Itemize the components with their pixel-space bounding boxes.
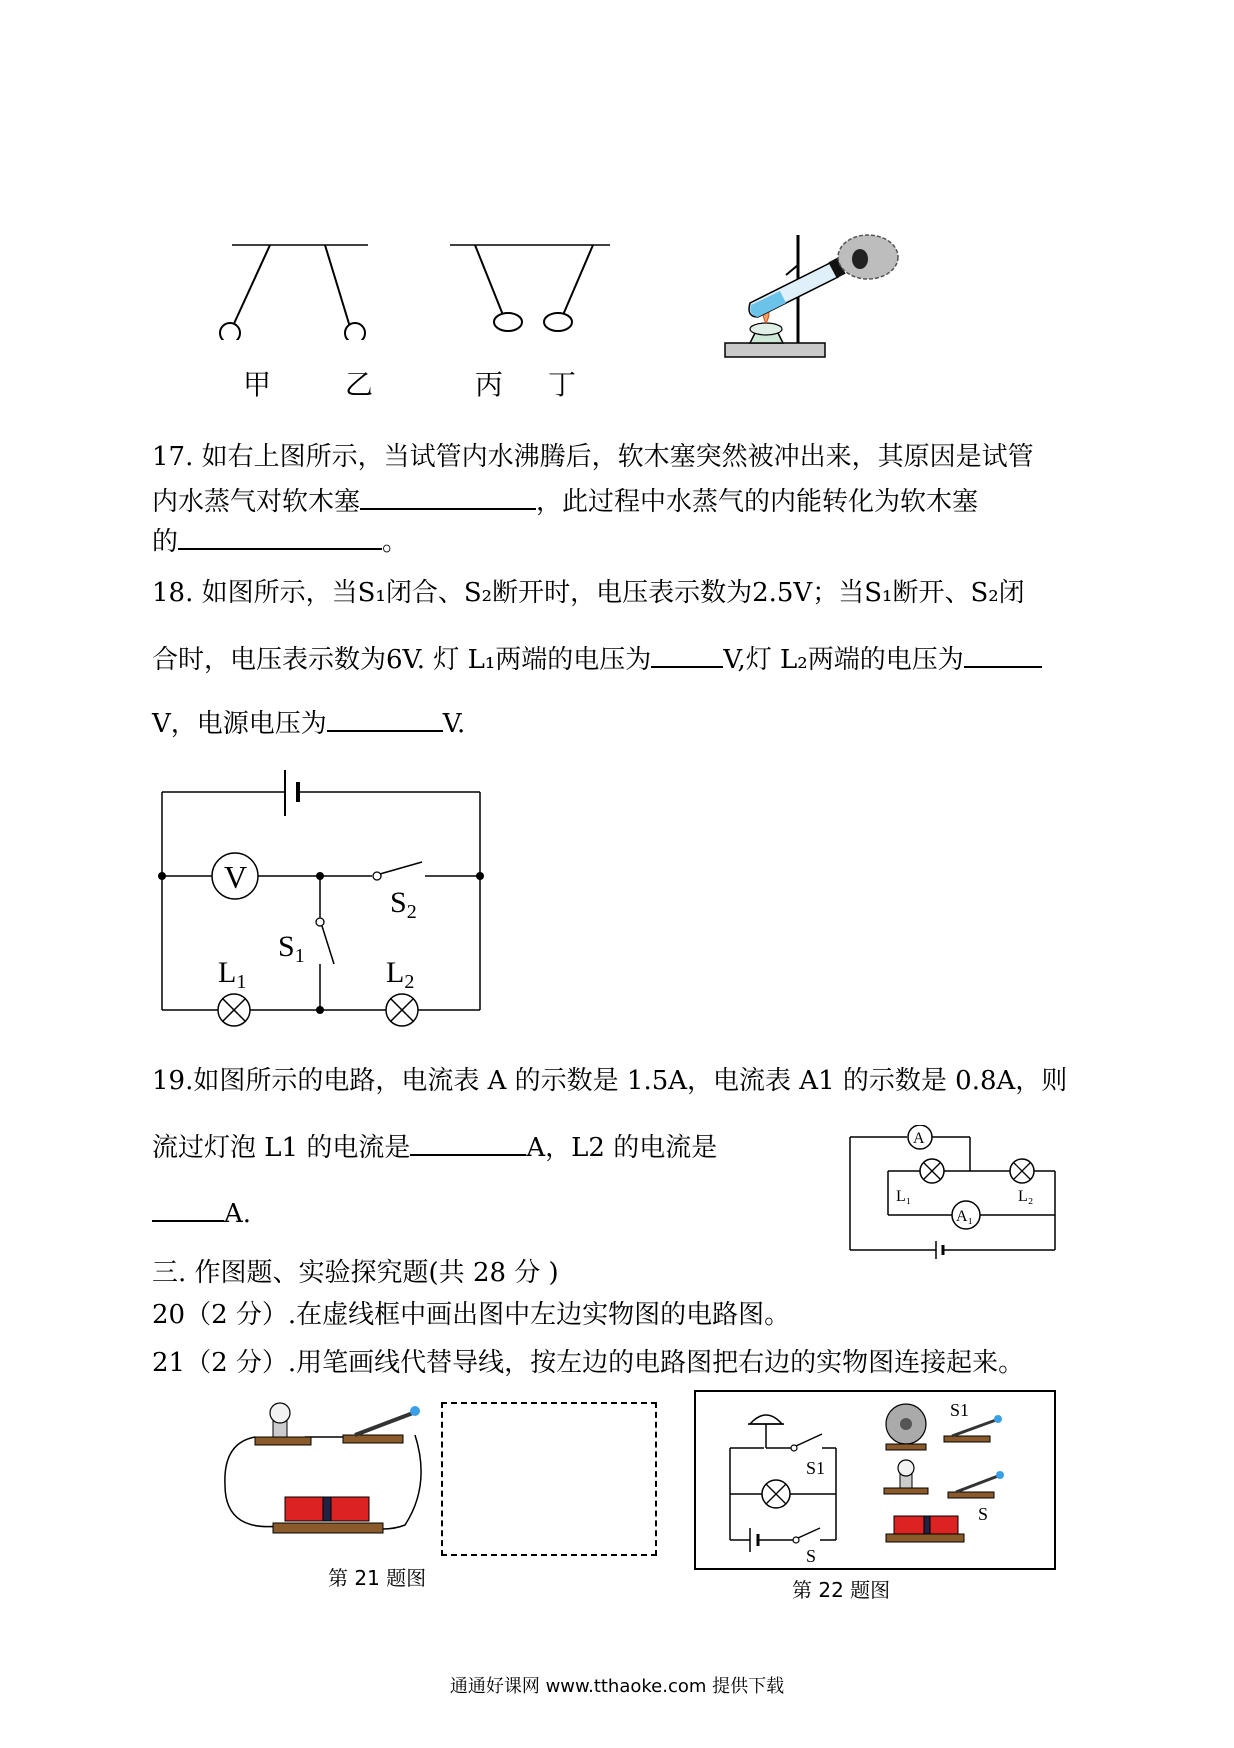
footer-text: 通通好课网 www.tthaoke.com 提供下载 — [449, 1676, 785, 1697]
q18-blank-l1[interactable] — [651, 642, 723, 668]
ammeter-a1-label: A₁ — [956, 1208, 974, 1225]
l2-label: L — [386, 956, 405, 989]
q19-line1: 19.如图所示的电路，电流表 A 的示数是 1.5A，电流表 A1 的示数是 0.8A，则 — [152, 1066, 1068, 1096]
q18-blank-source[interactable] — [327, 706, 443, 732]
q17-line1: 17. 如右上图所示，当试管内水沸腾后，软木塞突然被冲出来，其原因是试管 — [152, 442, 1034, 472]
pendulum-figure — [200, 230, 640, 340]
ammeter-a-label: A — [913, 1130, 925, 1147]
q19-blank-l1[interactable] — [410, 1130, 526, 1156]
fig22-figure — [696, 1392, 1052, 1566]
l2-label-19: L₂ — [1018, 1188, 1034, 1205]
fig22-s-label: S — [806, 1546, 817, 1566]
l1-label-19: L₁ — [896, 1188, 912, 1205]
fig22-s1-right-label: S1 — [950, 1400, 970, 1420]
fig22-s-right-label: S — [978, 1504, 989, 1524]
pendulum-label-jia: 甲 — [243, 368, 272, 401]
q19-line3: A. — [152, 1196, 251, 1229]
svg-text:L2: $L_2$ — [386, 956, 415, 993]
q18-line1: 18. 如图所示，当S₁闭合、S₂断开时，电压表示数为2.5V；当S₁断开、S₂闭 — [152, 578, 1025, 608]
q17-line2: 内水蒸气对软木塞 ，此过程中水蒸气的内能转化为软木塞 — [152, 484, 978, 517]
circuit-18 — [150, 760, 490, 1030]
fig21-physical-circuit — [215, 1395, 435, 1545]
q18-line3: V，电源电压为 V. — [152, 706, 465, 739]
circuit-19 — [840, 1125, 1070, 1265]
section-3-heading: 三. 作图题、实验探究题(共 28 分 ) — [152, 1258, 559, 1288]
q17-line3: 的 。 — [152, 524, 408, 557]
q17-blank-1[interactable] — [360, 484, 536, 510]
pendulum-label-yi: 乙 — [345, 368, 374, 401]
svg-text:S1: $S_1$ — [278, 930, 305, 967]
l1-label: L — [218, 956, 237, 989]
fig22-s1-label: S1 — [806, 1458, 826, 1478]
s1-label: S — [278, 930, 295, 963]
q18-line2: 合时，电压表示数为6V. 灯 L₁两端的电压为 V,灯 L₂两端的电压为 — [152, 642, 1042, 675]
fig22-caption: 第 22 题图 — [792, 1578, 891, 1602]
drawing-box[interactable] — [441, 1402, 657, 1556]
q19-blank-l2[interactable] — [152, 1196, 224, 1222]
q20-text: 20（2 分）.在虚线框中画出图中左边实物图的电路图。 — [152, 1300, 791, 1330]
fig21-caption: 第 21 题图 — [328, 1566, 427, 1590]
pendulum-label-bing: 丙 — [475, 368, 504, 401]
q21-text: 21（2 分）.用笔画线代替导线，按左边的电路图把右边的实物图连接起来。 — [152, 1348, 1025, 1378]
test-tube-apparatus — [720, 225, 910, 365]
pendulum-label-ding: 丁 — [548, 368, 577, 401]
svg-text:L1: $L_1$ — [218, 956, 247, 993]
s2-label: S — [390, 886, 407, 919]
q18-blank-l2[interactable] — [964, 642, 1042, 668]
svg-text:S2: $S_2$ — [390, 886, 417, 923]
q19-line2: 流过灯泡 L1 的电流是 A，L2 的电流是 — [152, 1130, 717, 1163]
q17-blank-2[interactable] — [178, 524, 382, 550]
voltmeter-label: V — [224, 859, 248, 895]
